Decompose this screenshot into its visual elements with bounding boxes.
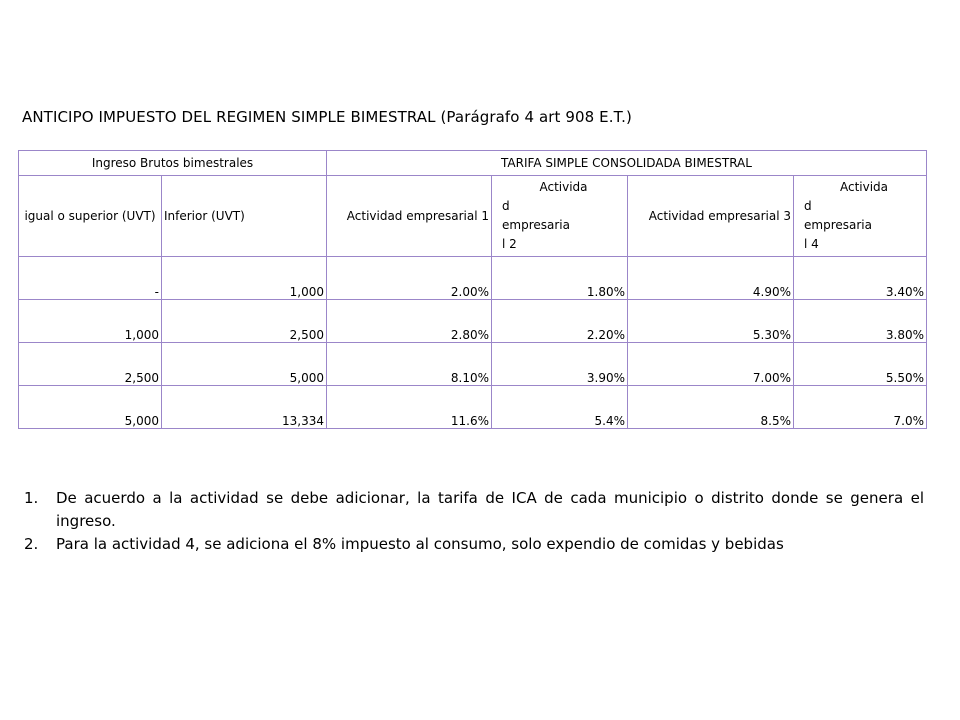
cell-act3: 8.5% (628, 386, 794, 429)
cell-act1: 11.6% (327, 386, 492, 429)
page-title: ANTICIPO IMPUESTO DEL REGIMEN SIMPLE BIMESTRAL (Parágrafo 4 art 908 E.T.) (22, 108, 632, 126)
cell-act1: 8.10% (327, 343, 492, 386)
cell-act1: 2.00% (327, 257, 492, 300)
col-actividad-2 (492, 176, 628, 257)
col-superior: igual o superior (UVT) (19, 176, 162, 257)
cell-act3: 5.30% (628, 300, 794, 343)
cell-inferior: 13,334 (162, 386, 327, 429)
note-text: Para la actividad 4, se adiciona el 8% impuesto al consumo, solo expendio de comidas y bebidas (56, 535, 784, 553)
note-text: De acuerdo a la actividad se debe adicionar, la tarifa de ICA de cada municipio o distrito donde se genera el ingreso. (56, 489, 924, 530)
header-tarifa: TARIFA SIMPLE CONSOLIDADA BIMESTRAL (327, 151, 927, 176)
cell-act4: 5.50% (794, 343, 927, 386)
header-row-columns (19, 176, 927, 257)
cell-act3: 7.00% (628, 343, 794, 386)
col-actividad-4-line: empresaria (804, 218, 872, 232)
cell-inferior: 5,000 (162, 343, 327, 386)
col-actividad-2-line: Activida (539, 180, 588, 194)
list-item (24, 533, 924, 556)
notes-list (24, 487, 924, 556)
table-row (19, 300, 927, 343)
header-row-groups (19, 151, 927, 176)
cell-act4: 7.0% (794, 386, 927, 429)
cell-inferior: 2,500 (162, 300, 327, 343)
cell-act1: 2.80% (327, 300, 492, 343)
cell-act2: 1.80% (492, 257, 628, 300)
list-item (24, 487, 924, 533)
col-actividad-4-line: d (804, 199, 812, 213)
table-row (19, 343, 927, 386)
col-actividad-2-line: l 2 (502, 237, 517, 251)
col-actividad-3: Actividad empresarial 3 (628, 176, 794, 257)
cell-act2: 5.4% (492, 386, 628, 429)
header-ingresos: Ingreso Brutos bimestrales (19, 151, 327, 176)
table-row (19, 386, 927, 429)
cell-act4: 3.40% (794, 257, 927, 300)
col-actividad-2-line: d (502, 199, 510, 213)
col-actividad-4-line: Activida (839, 180, 889, 194)
col-inferior: Inferior (UVT) (162, 176, 327, 257)
cell-act3: 4.90% (628, 257, 794, 300)
cell-act2: 3.90% (492, 343, 628, 386)
cell-act4: 3.80% (794, 300, 927, 343)
col-actividad-4 (794, 176, 927, 257)
col-actividad-2-line: empresaria (502, 218, 570, 232)
cell-superior: - (19, 257, 162, 300)
col-actividad-1: Actividad empresarial 1 (327, 176, 492, 257)
note-number: 1. (24, 489, 39, 507)
cell-act2: 2.20% (492, 300, 628, 343)
col-actividad-4-line: l 4 (804, 237, 819, 251)
cell-superior: 1,000 (19, 300, 162, 343)
note-number: 2. (24, 535, 39, 553)
cell-superior: 2,500 (19, 343, 162, 386)
tarifa-table (18, 150, 927, 429)
cell-inferior: 1,000 (162, 257, 327, 300)
cell-superior: 5,000 (19, 386, 162, 429)
table-row (19, 257, 927, 300)
